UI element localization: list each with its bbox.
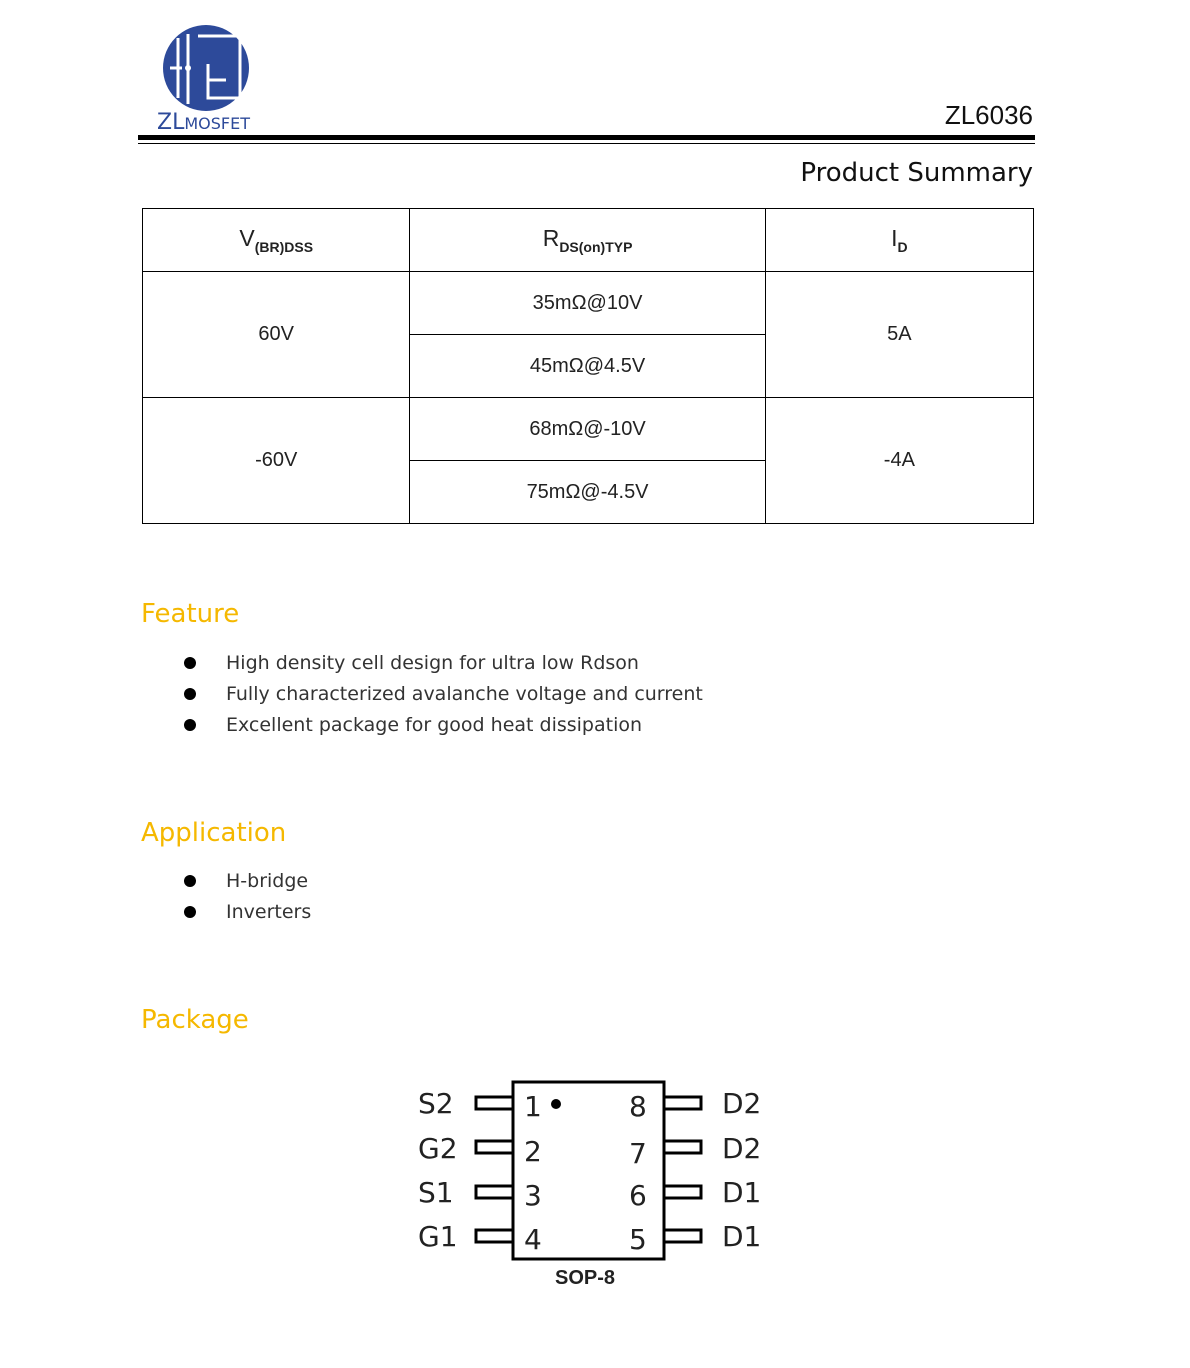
pin-stub (476, 1097, 513, 1109)
package-name: SOP-8 (555, 1267, 616, 1289)
product-summary-table (142, 208, 1034, 524)
pin-label: D1 (722, 1220, 762, 1253)
cell-vbrdss: 60V (143, 272, 410, 398)
list-item: Excellent package for good heat dissipation (184, 710, 703, 741)
header-rdson: $R_{DS(on)TYP}$ (410, 209, 765, 272)
cell-rdson: 45mΩ@4.5V (410, 335, 765, 398)
pin1-marker-icon (551, 1099, 561, 1109)
sop8-package-diagram (410, 1070, 780, 1300)
package-heading: Package (141, 1005, 249, 1035)
bullet-icon (184, 657, 196, 669)
bullet-icon (184, 719, 196, 731)
pin-label: D1 (722, 1176, 762, 1209)
bullet-icon (184, 688, 196, 700)
application-list (184, 866, 311, 928)
pin-stub (664, 1230, 701, 1242)
logo-text: ZLMOSFET (157, 110, 250, 135)
header-id: $I_D$ (765, 209, 1033, 272)
pin-number: 6 (629, 1179, 647, 1212)
list-item: Inverters (184, 897, 311, 928)
cell-rdson: 68mΩ@-10V (410, 398, 765, 461)
feature-list (184, 648, 703, 741)
pin-number: 7 (629, 1137, 647, 1170)
pin-number: 8 (629, 1090, 647, 1123)
cell-id: 5A (765, 272, 1033, 398)
part-number: ZL6036 (944, 100, 1033, 130)
pin-stub (664, 1097, 701, 1109)
table-row (143, 398, 1034, 461)
list-item: High density cell design for ultra low Rdson (184, 648, 703, 679)
pin-number: 2 (524, 1135, 542, 1168)
cell-vbrdss: -60V (143, 398, 410, 524)
header-rule (138, 135, 1035, 140)
pin-number: 1 (524, 1090, 542, 1123)
table-row (143, 272, 1034, 335)
bullet-icon (184, 906, 196, 918)
pin-label: S2 (418, 1087, 454, 1120)
list-item: Fully characterized avalanche voltage and current (184, 679, 703, 710)
product-summary-title: Product Summary (800, 158, 1033, 188)
table-header-row (143, 209, 1034, 272)
list-item: H-bridge (184, 866, 311, 897)
feature-heading: Feature (141, 599, 240, 629)
bullet-icon (184, 875, 196, 887)
header-rule-thin (138, 143, 1035, 144)
pin-number: 4 (524, 1223, 542, 1256)
pin-label: S1 (418, 1176, 454, 1209)
application-heading: Application (141, 818, 287, 848)
cell-rdson: 35mΩ@10V (410, 272, 765, 335)
cell-rdson: 75mΩ@-4.5V (410, 461, 765, 524)
pin-stub (664, 1186, 701, 1198)
pin-stub (476, 1186, 513, 1198)
pin-stub (476, 1230, 513, 1242)
pin-label: G2 (418, 1132, 458, 1165)
pin-label: D2 (722, 1132, 762, 1165)
pin-number: 5 (629, 1223, 647, 1256)
pin-stub (664, 1141, 701, 1153)
pin-label: D2 (722, 1087, 762, 1120)
header-vbrdss: $V_{(BR)DSS}$ (143, 209, 410, 272)
pin-number: 3 (524, 1179, 542, 1212)
pin-stub (476, 1141, 513, 1153)
pin-label: G1 (418, 1220, 458, 1253)
cell-id: -4A (765, 398, 1033, 524)
